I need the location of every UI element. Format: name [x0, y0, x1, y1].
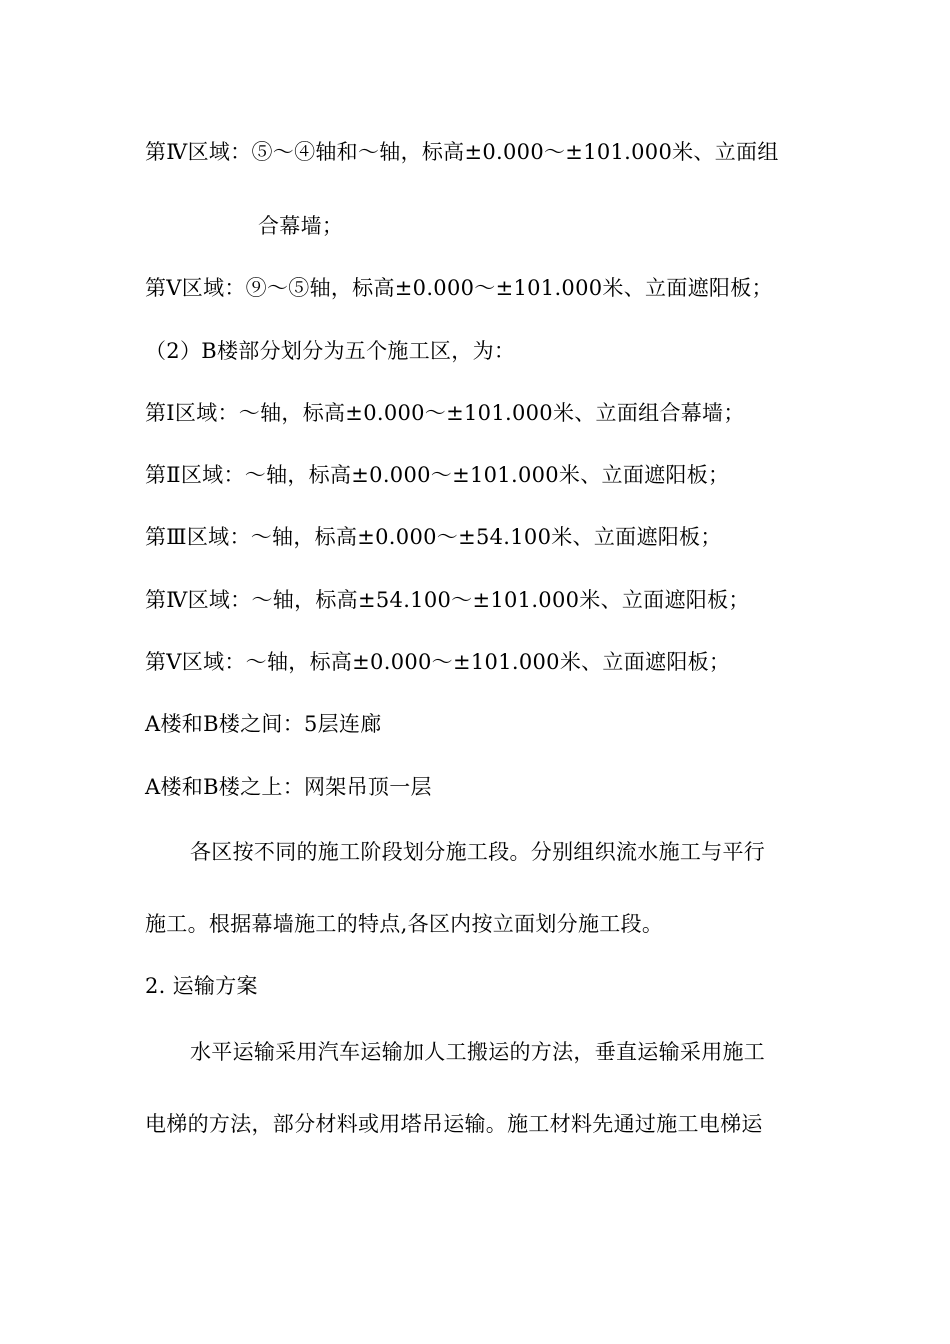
transport-heading: 2. 运输方案: [145, 974, 258, 998]
zone-ii-b-line: 第Ⅱ区域：～轴，标高±0.000～±101.000米、立面遮阳板；: [145, 463, 730, 487]
paragraph-transport-line-2: 电梯的方法，部分材料或用塔吊运输。施工材料先通过施工电梯运: [145, 1112, 763, 1136]
zone-v-b-line: 第Ⅴ区域：～轴，标高±0.000～±101.000米、立面遮阳板；: [145, 650, 731, 674]
roof-grid-line: A楼和B楼之上：网架吊顶一层: [145, 775, 432, 799]
building-b-heading: （2）B楼部分划分为五个施工区，为：: [145, 339, 516, 363]
zone-iv-a-line: 第Ⅳ区域：⑤～④轴和～轴，标高±0.000～±101.000米、立面组: [145, 140, 779, 164]
paragraph-transport-line-1: 水平运输采用汽车运输加人工搬运的方法，垂直运输采用施工: [190, 1040, 766, 1064]
zone-i-b-line: 第Ⅰ区域：～轴，标高±0.000～±101.000米、立面组合幕墙；: [145, 401, 745, 425]
zone-iv-b-line: 第Ⅳ区域：～轴，标高±54.100～±101.000米、立面遮阳板；: [145, 588, 750, 612]
zone-v-a-line: 第Ⅴ区域：⑨～⑤轴，标高±0.000～±101.000米、立面遮阳板；: [145, 276, 773, 300]
zone-iv-a-continuation: 合幕墙；: [258, 214, 344, 238]
corridor-line: A楼和B楼之间：5层连廊: [145, 712, 382, 736]
zone-iii-b-line: 第Ⅲ区域：～轴，标高±0.000～±54.100米、立面遮阳板；: [145, 525, 722, 549]
paragraph-sections-line-1: 各区按不同的施工阶段划分施工段。分别组织流水施工与平行: [190, 840, 766, 864]
paragraph-sections-line-2: 施工。根据幕墙施工的特点,各区内按立面划分施工段。: [145, 912, 664, 936]
